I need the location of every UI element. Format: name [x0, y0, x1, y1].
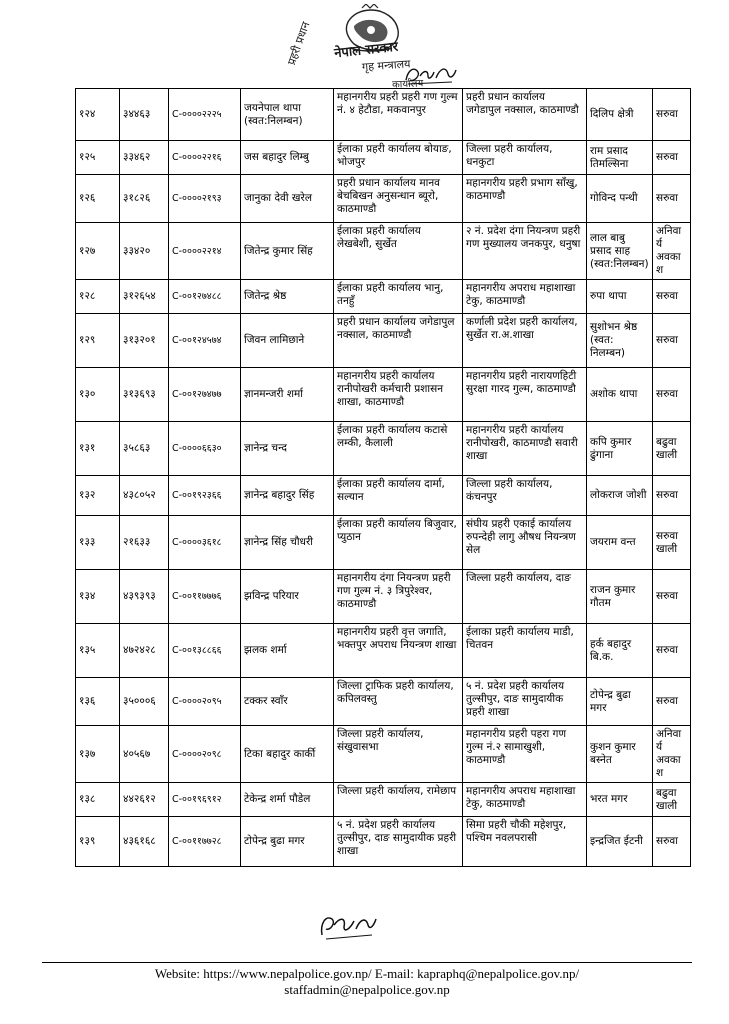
remark-cell: सरुवा	[653, 89, 691, 141]
replacement-cell: कपि कुमार ढुंगाना	[587, 422, 653, 476]
remark-cell: सरुवा	[653, 175, 691, 223]
current-office-cell: महानगरीय प्रहरी कार्यालय रानीपोखरी कर्मचारी प्रशासन शाखा, काठमाण्डौ	[334, 368, 463, 422]
id-number-cell: ३१३२०१	[120, 314, 169, 368]
name-cell: ज्ञानमन्जरी शर्मा	[241, 368, 334, 422]
code-cell: C-००००३६१८	[169, 516, 241, 570]
table-row	[76, 570, 691, 624]
current-office-cell: जिल्ला प्रहरी कार्यालय, संखुवासभा	[334, 726, 463, 783]
code-cell: C-००१२७४७७	[169, 368, 241, 422]
new-office-cell: ईलाका प्रहरी कार्यालय माडी, चितवन	[463, 624, 587, 678]
table-row	[76, 516, 691, 570]
name-cell: झविन्द्र परियार	[241, 570, 334, 624]
seal-line: गृह मन्त्रालय	[361, 57, 411, 74]
serial-number-cell: १३६	[76, 678, 120, 726]
replacement-cell: हर्क बहादुर बि.क.	[587, 624, 653, 678]
seal-line: कार्यालय	[391, 78, 424, 91]
name-cell: जितेन्द्र कुमार सिंह	[241, 223, 334, 280]
replacement-cell: टोपेन्द्र बुढा मगर	[587, 678, 653, 726]
code-cell: C-००००६६३०	[169, 422, 241, 476]
remark-cell: सरुवा	[653, 368, 691, 422]
footer	[42, 966, 692, 998]
code-cell: C-००१३८८६६	[169, 624, 241, 678]
footer-contact-line: staffadmin@nepalpolice.gov.np	[284, 982, 450, 997]
current-office-cell: महानगरीय प्रहरी वृत्त जगाति, भक्तपुर अपराध नियन्त्रण शाखा	[334, 624, 463, 678]
new-office-cell: महानगरीय प्रहरी पहरा गण गुल्म नं.२ सामाखुशी, काठमाण्डौ	[463, 726, 587, 783]
table-row	[76, 314, 691, 368]
new-office-cell: प्रहरी प्रधान कार्यालय जगेडापुल नक्साल, काठमाण्डौ	[463, 89, 587, 141]
name-cell: जस बहादुर लिम्बु	[241, 141, 334, 175]
signature-icon	[316, 905, 378, 943]
serial-number-cell: १३२	[76, 476, 120, 516]
replacement-cell: दिलिप क्षेत्री	[587, 89, 653, 141]
code-cell: C-००११७७७६	[169, 570, 241, 624]
id-number-cell: ३५०००६	[120, 678, 169, 726]
code-cell: C-००००२२१६	[169, 141, 241, 175]
id-number-cell: ३३४२०	[120, 223, 169, 280]
remark-cell: बढुवा खाली	[653, 422, 691, 476]
replacement-cell: लोकराज जोशी	[587, 476, 653, 516]
table-row	[76, 476, 691, 516]
id-number-cell: ३१२६५४	[120, 280, 169, 314]
remark-cell: सरुवा	[653, 570, 691, 624]
name-cell: जिवन लामिछाने	[241, 314, 334, 368]
table-row	[76, 175, 691, 223]
replacement-cell: जयराम वन्त	[587, 516, 653, 570]
current-office-cell: प्रहरी प्रधान कार्यालय मानव बेचबिखन अनुसन्धान ब्यूरो, काठमाण्डौ	[334, 175, 463, 223]
new-office-cell: २ नं. प्रदेश दंगा नियन्त्रण प्रहरी गण मुख्यालय जनकपुर, धनुषा	[463, 223, 587, 280]
replacement-cell: भरत मगर	[587, 783, 653, 817]
new-office-cell: महानगरीय प्रहरी नारायणहिटी सुरक्षा गारद गुल्म, काठमाण्डौ	[463, 368, 587, 422]
footer-contact-line: Website: https://www.nepalpolice.gov.np/ E-mail: kapraphq@nepalpolice.gov.np/	[154, 966, 580, 981]
replacement-cell: लाल बाबु प्रसाद साह (स्वत:निलम्बन)	[587, 223, 653, 280]
serial-number-cell: १२९	[76, 314, 120, 368]
current-office-cell: ईलाका प्रहरी कार्यालय भानु, तनहुँ	[334, 280, 463, 314]
code-cell: C-००००२०९८	[169, 726, 241, 783]
serial-number-cell: १२७	[76, 223, 120, 280]
id-number-cell: ४३८०५२	[120, 476, 169, 516]
id-number-cell: ४३६१६८	[120, 817, 169, 867]
current-office-cell: जिल्ला ट्राफिक प्रहरी कार्यालय, कपिलवस्तु	[334, 678, 463, 726]
table-row	[76, 817, 691, 867]
replacement-cell: रुपा थापा	[587, 280, 653, 314]
personnel-table	[75, 88, 691, 867]
serial-number-cell: १२६	[76, 175, 120, 223]
remark-cell: सरुवा	[653, 141, 691, 175]
table-row	[76, 624, 691, 678]
new-office-cell: जिल्ला प्रहरी कार्यालय, दाङ	[463, 570, 587, 624]
serial-number-cell: १३१	[76, 422, 120, 476]
remark-cell: बढुवा खाली	[653, 783, 691, 817]
id-number-cell: ३१३६९३	[120, 368, 169, 422]
code-cell: C-००११७७२८	[169, 817, 241, 867]
current-office-cell: ईलाका प्रहरी कार्यालय बिजुवार, प्युठान	[334, 516, 463, 570]
current-office-cell: महानगरीय दंगा नियन्त्रण प्रहरी गण गुल्म नं. ३ त्रिपुरेश्वर, काठमाण्डौ	[334, 570, 463, 624]
replacement-cell: अशोक थापा	[587, 368, 653, 422]
remark-cell: सरुवा	[653, 280, 691, 314]
table-row	[76, 678, 691, 726]
serial-number-cell: १२४	[76, 89, 120, 141]
remark-cell: अनिवार्य अवकाश	[653, 726, 691, 783]
new-office-cell: जिल्ला प्रहरी कार्यालय, धनकुटा	[463, 141, 587, 175]
serial-number-cell: १३०	[76, 368, 120, 422]
replacement-cell: इन्द्रजित ईटनी	[587, 817, 653, 867]
new-office-cell: महानगरीय प्रहरी प्रभाग साँखु, काठमाण्डौ	[463, 175, 587, 223]
code-cell: C-००१९२३६६	[169, 476, 241, 516]
serial-number-cell: १३३	[76, 516, 120, 570]
current-office-cell: जिल्ला प्रहरी कार्यालय, रामेछाप	[334, 783, 463, 817]
table-row	[76, 368, 691, 422]
id-number-cell: ३३४६२	[120, 141, 169, 175]
new-office-cell: जिल्ला प्रहरी कार्यालय, कंचनपुर	[463, 476, 587, 516]
new-office-cell: महानगरीय अपराध महाशाखा टेकु, काठमाण्डौ	[463, 280, 587, 314]
replacement-cell: सुशोभन श्रेष्ठ (स्वत: निलम्बन)	[587, 314, 653, 368]
code-cell: C-००००२२१४	[169, 223, 241, 280]
name-cell: टोपेन्द्र बुढा मगर	[241, 817, 334, 867]
replacement-cell: कुशन कुमार बस्नेत	[587, 726, 653, 783]
new-office-cell: संघीय प्रहरी एकाई कार्यालय रुपन्देही लागु औषध नियन्त्रण सेल	[463, 516, 587, 570]
id-number-cell: २१६३३	[120, 516, 169, 570]
code-cell: C-००००२२२५	[169, 89, 241, 141]
name-cell: टक्कर स्वाँर	[241, 678, 334, 726]
seal-line: नेपाल सरकार	[333, 39, 399, 62]
new-office-cell: महानगरीय प्रहरी कार्यालय रानीपोखरी, काठमाण्डौ सवारी शाखा	[463, 422, 587, 476]
code-cell: C-००००२०९५	[169, 678, 241, 726]
table-row	[76, 783, 691, 817]
id-number-cell: ४४२६१२	[120, 783, 169, 817]
new-office-cell: ५ नं. प्रदेश प्रहरी कार्यालय तुल्सीपुर, दाङ सामुदायीक प्रहरी शाखा	[463, 678, 587, 726]
id-number-cell: ३१८२६	[120, 175, 169, 223]
current-office-cell: ईलाका प्रहरी कार्यालय बोयाङ, भोजपुर	[334, 141, 463, 175]
table-row	[76, 280, 691, 314]
id-number-cell: ४०५६७	[120, 726, 169, 783]
id-number-cell: ४७२४२८	[120, 624, 169, 678]
footer-divider	[42, 962, 692, 963]
code-cell: C-००००२१९३	[169, 175, 241, 223]
table-row	[76, 223, 691, 280]
new-office-cell: कर्णाली प्रदेश प्रहरी कार्यालय, सुर्खेत रा.अ.शाखा	[463, 314, 587, 368]
remark-cell: सरुवा	[653, 314, 691, 368]
replacement-cell: राम प्रसाद तिमल्सिना	[587, 141, 653, 175]
serial-number-cell: १२८	[76, 280, 120, 314]
current-office-cell: ईलाका प्रहरी कार्यालय कटासे लम्की, कैलाली	[334, 422, 463, 476]
signature-icon	[402, 62, 458, 88]
name-cell: ज्ञानेन्द्र सिंह चौधरी	[241, 516, 334, 570]
replacement-cell: गोविन्द पन्थी	[587, 175, 653, 223]
code-cell: C-००१२७४८८	[169, 280, 241, 314]
remark-cell: सरुवा	[653, 476, 691, 516]
current-office-cell: ईलाका प्रहरी कार्यालय लेखबेशी, सुर्खेत	[334, 223, 463, 280]
serial-number-cell: १३४	[76, 570, 120, 624]
serial-number-cell: १३५	[76, 624, 120, 678]
id-number-cell: ४३९३९३	[120, 570, 169, 624]
replacement-cell: राजन कुमार गौतम	[587, 570, 653, 624]
table-row	[76, 726, 691, 783]
id-number-cell: ३४४६३	[120, 89, 169, 141]
name-cell: झलक शर्मा	[241, 624, 334, 678]
name-cell: टेकेन्द्र शर्मा पौडेल	[241, 783, 334, 817]
new-office-cell: महानगरीय अपराध महाशाखा टेकु, काठमाण्डौ	[463, 783, 587, 817]
serial-number-cell: १३९	[76, 817, 120, 867]
table-row	[76, 141, 691, 175]
current-office-cell: ५ नं. प्रदेश प्रहरी कार्यालय तुल्सीपुर, दाङ सामुदायीक प्रहरी शाखा	[334, 817, 463, 867]
code-cell: C-००१९६९१२	[169, 783, 241, 817]
remark-cell: सरुवा	[653, 817, 691, 867]
serial-number-cell: १२५	[76, 141, 120, 175]
remark-cell: सरुवा खाली	[653, 516, 691, 570]
current-office-cell: ईलाका प्रहरी कार्यालय दार्मा, सल्यान	[334, 476, 463, 516]
name-cell: ज्ञानेन्द्र बहादुर सिंह	[241, 476, 334, 516]
table-row	[76, 89, 691, 141]
table-row	[76, 422, 691, 476]
name-cell: जानुका देवी खरेल	[241, 175, 334, 223]
code-cell: C-००१२४५७४	[169, 314, 241, 368]
name-cell: टिका बहादुर कार्की	[241, 726, 334, 783]
name-cell: ज्ञानेन्द्र चन्द	[241, 422, 334, 476]
id-number-cell: ३५८६३	[120, 422, 169, 476]
new-office-cell: सिमा प्रहरी चौकी महेशपुर, पश्चिम नवलपरासी	[463, 817, 587, 867]
serial-number-cell: १३७	[76, 726, 120, 783]
remark-cell: अनिवार्य अवकाश	[653, 223, 691, 280]
remark-cell: सरुवा	[653, 678, 691, 726]
current-office-cell: महानगरीय प्रहरी प्रहरी गण गुल्म नं. ४ हेटौडा, मकवानपुर	[334, 89, 463, 141]
name-cell: जयनेपाल थापा (स्वत:निलम्बन)	[241, 89, 334, 141]
name-cell: जितेन्द्र श्रेष्ठ	[241, 280, 334, 314]
seal-line: प्रहरी प्रधान	[284, 20, 313, 67]
remark-cell: सरुवा	[653, 624, 691, 678]
current-office-cell: प्रहरी प्रधान कार्यालय जगेडापुल नक्साल, काठमाण्डौ	[334, 314, 463, 368]
serial-number-cell: १३८	[76, 783, 120, 817]
